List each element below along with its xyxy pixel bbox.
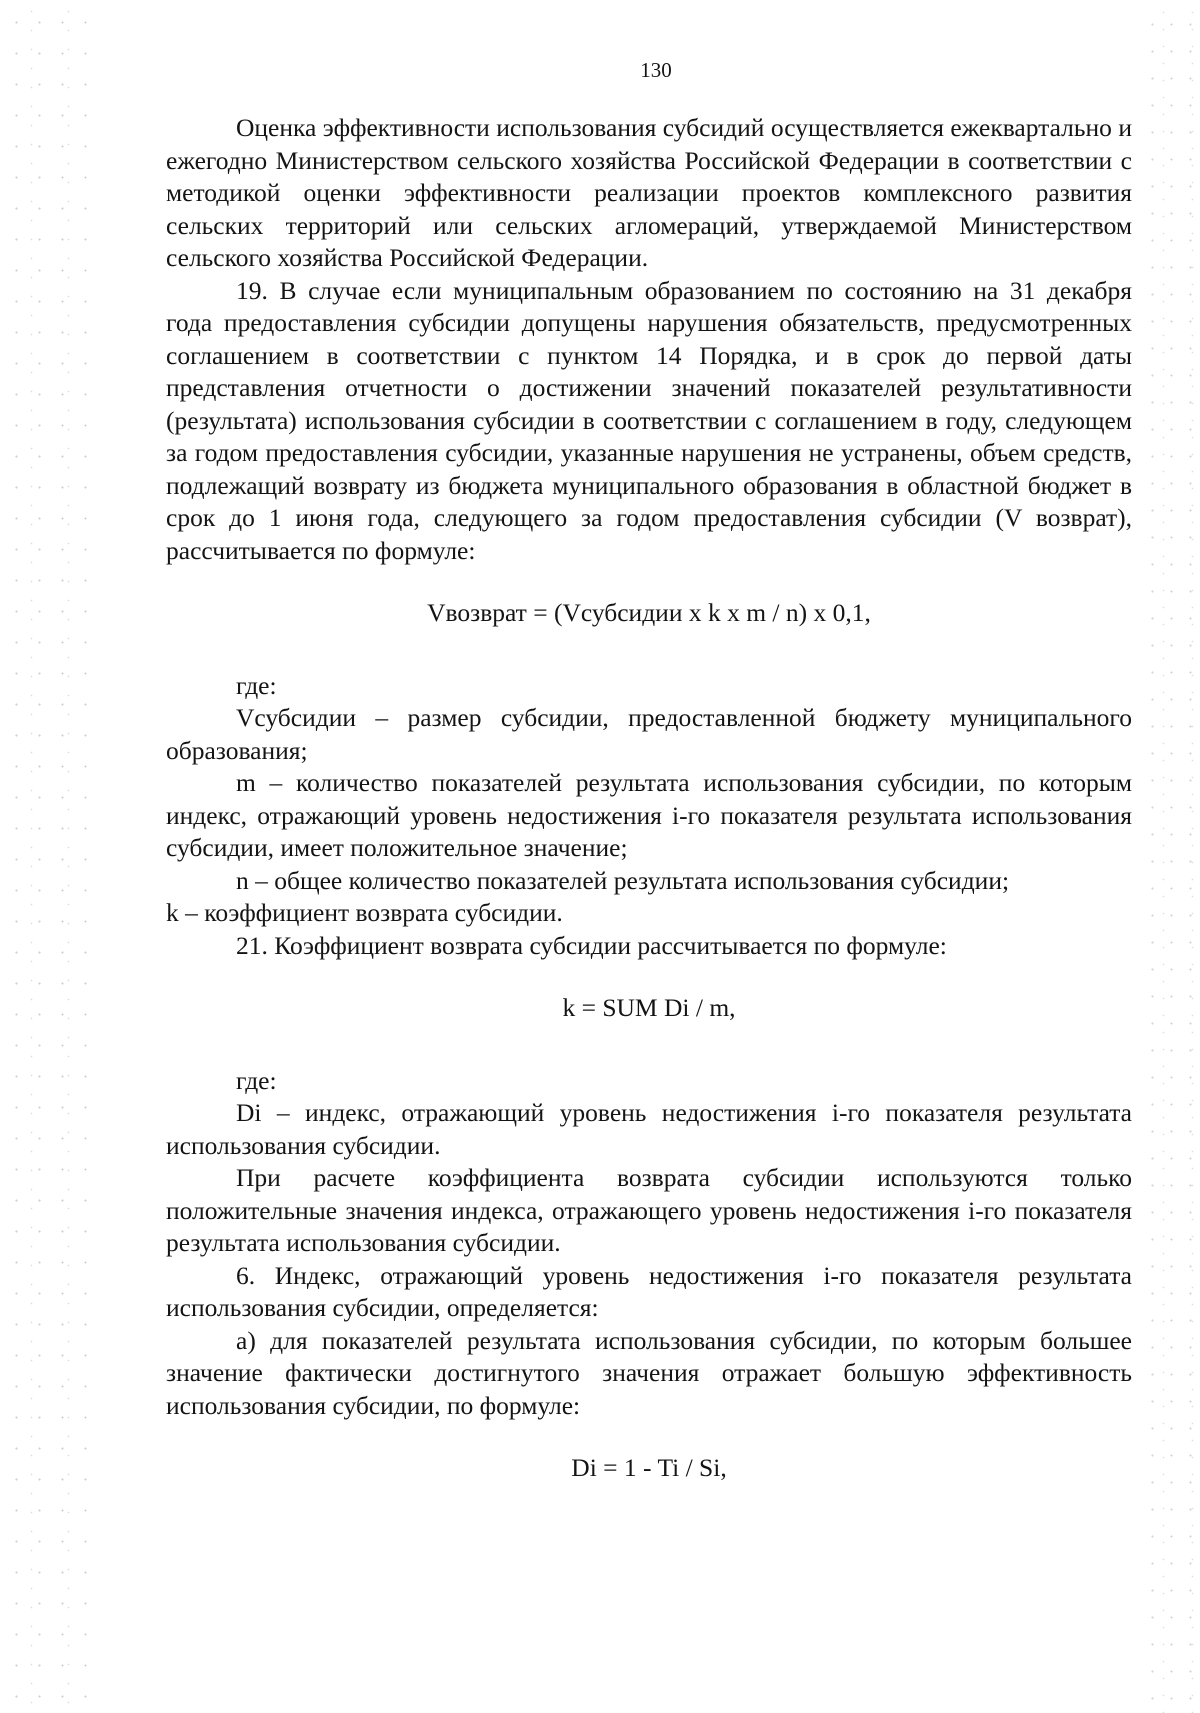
definition-k: k – коэффициент возврата субсидии.	[166, 898, 563, 927]
paragraph-evaluation: Оценка эффективности использования субсидий осуществляется ежеквартально и ежегодно Министерством сельского хозяйства Российской Федерации в соответствии с методикой оценки эффективности реализации проектов комплексного развития сельских территорий или сельских агломераций, утверждаемой Министерством сельского хозяйства Российской Федерации.	[166, 113, 1132, 272]
page-number: 130	[640, 58, 672, 82]
paragraph-21: 21. Коэффициент возврата субсидии рассчитывается по формуле:	[236, 930, 947, 960]
where-label-1: где:	[236, 670, 277, 700]
formula-coefficient: k = SUM Di / m,	[562, 993, 736, 1022]
formula-return-volume: Vвозврат = (Vсубсидии x k x m / n) x 0,1,	[427, 598, 871, 627]
document-body	[166, 112, 1132, 1485]
definition-v-subsidy: Vсубсидии – размер субсидии, предоставленной бюджету муниципального образования;	[166, 703, 1132, 765]
paragraph-19: 19. В случае если муниципальным образованием по состоянию на 31 декабря года предоставления субсидии допущены нарушения обязательств, предусмотренных соглашением в соответствии с пунктом 14 Порядка, и в срок до первой даты представления отчетности о достижении значений показателей результативности (результата) использования субсидии в соответствии с соглашением в году, следующем за годом предоставления субсидии, указанные нарушения не устранены, объем средств, подлежащий возврату из бюджета муниципального образования в областной бюджет в срок до 1 июня года, следующего за годом предоставления субсидии (V возврат), рассчитывается по формуле:	[166, 275, 1132, 565]
definition-di: Di – индекс, отражающий уровень недостижения i-го показателя результата использования субсидии.	[166, 1098, 1132, 1160]
definition-n: n – общее количество показателей результата использования субсидии;	[236, 865, 1010, 895]
where-label-2: где:	[236, 1065, 277, 1095]
paragraph-a: а) для показателей результата использования субсидии, по которым большее значение фактически достигнутого значения отражает большую эффективность использования субсидии, по формуле:	[166, 1325, 1132, 1420]
scan-noise-right	[1140, 0, 1200, 1713]
paragraph-6: 6. Индекс, отражающий уровень недостижения i-го показателя результата использования субсидии, определяется:	[166, 1260, 1132, 1322]
scan-noise-left	[0, 0, 90, 1713]
formula-index: Di = 1 - Ti / Si,	[571, 1453, 727, 1482]
paragraph-calculation: При расчете коэффициента возврата субсидии используются только положительные значения индекса, отражающего уровень недостижения i-го показателя результата использования субсидии.	[166, 1163, 1132, 1257]
definition-m: m – количество показателей результата использования субсидии, по которым индекс, отражающий уровень недостижения i-го показателя результата использования субсидии, имеет положительное значение;	[166, 768, 1132, 862]
